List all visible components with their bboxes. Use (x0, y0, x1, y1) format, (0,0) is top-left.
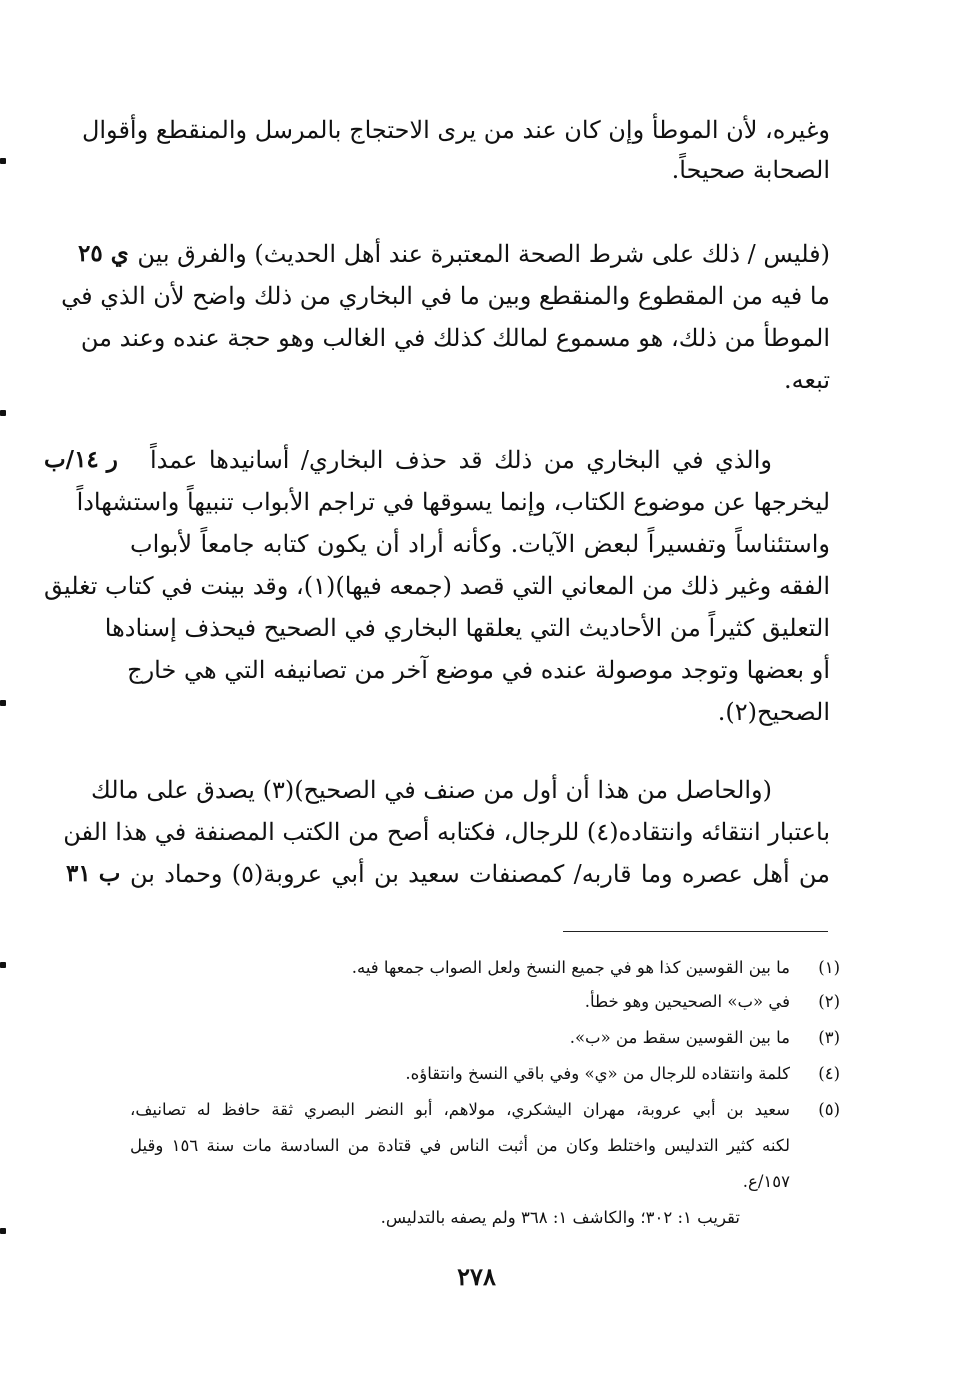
text-line: من أهل عصره وما قاربه/ كمصنفات سعيد بن أبي عروبة(٥) وحماد بن (130, 860, 831, 888)
text-line: أو بعضها وتوجد موصولة عنده في موضع آخر من تصانيفه التي هي خارج (127, 656, 830, 684)
text-line: (فليس / ذلك على شرط الصحة المعتبرة عند أهل الحديث) والفرق بين (137, 240, 830, 268)
footnote-text: لكنه كثير التدليس واختلط وكان من أثبت الناس في قتادة من السادسة مات سنة ١٥٦ وقيل (130, 1136, 791, 1155)
text-line: الفقه وغير ذلك من المعاني التي قصد (جمعه فيها)(١)، وقد بينت في كتاب تغليق (43, 572, 830, 600)
footnote-number: (٢) (818, 992, 840, 1011)
footnote-number: (١) (818, 958, 840, 977)
scan-edge-mark (0, 158, 6, 164)
text-line: التعليق كثيراً من الأحاديث التي يعلقها البخاري في الصحيح فيحذف إسنادها (104, 614, 830, 642)
footnote-5-continuation (130, 1170, 840, 1196)
footnote-text: كلمة وانتقاده للرجال من «ي» وفي باقي النسخ وانتقاؤه. (405, 1064, 790, 1083)
text-line: وغيره، لأن الموطأ وإن كان عند من يرى الاحتجاج بالمرسل والمنقطع وأقوال (81, 116, 830, 144)
footnote-separator (563, 931, 828, 932)
footnote-text: ما بين القوسين كذا هو في جميع النسخ ولعل الصواب جمعها فيه. (351, 958, 790, 977)
footnote-1 (130, 956, 840, 982)
footnote-5-continuation (130, 1134, 840, 1160)
text-line: (والحاصل من هذا أن أول من صنف في الصحيح)(٣) يصدق على مالك (91, 776, 772, 804)
text-line: باعتبار انتقائه وانتقاده(٤) للرجال، فكتابه أصح من الكتب المصنفة في هذا الفن (63, 818, 830, 846)
footnote-3 (130, 1026, 840, 1052)
margin-reference: ب ٣١ (66, 860, 121, 887)
scan-edge-mark (0, 410, 6, 416)
footnote-text: في «ب» الصحيحين وهو خطأ. (584, 992, 790, 1011)
text-line: ما فيه من المقطوع والمنقطع وبين ما في البخاري من ذلك واضح لأن الذي في (61, 282, 830, 310)
text-line: تبعه. (784, 366, 830, 394)
scan-edge-mark (0, 700, 6, 706)
footnote-5-reference (130, 1206, 800, 1232)
footnote-number: (٣) (818, 1028, 840, 1047)
footnote-5 (130, 1098, 840, 1124)
scan-edge-mark (0, 1228, 6, 1234)
text-line: الصحابة صحيحاً. (671, 156, 830, 184)
text-line: والذي في البخاري من ذلك قد حذف البخاري/ أسانيدها عمداً (150, 446, 772, 474)
footnote-text: ١٥٧/ع. (742, 1172, 790, 1191)
footnote-number: (٤) (818, 1064, 840, 1083)
footnote-text: تقريب ١: ٣٠٢؛ والكاشف ١: ٣٦٨ ولم يصفه بالتدليس. (380, 1208, 740, 1227)
paragraph-1 (81, 112, 830, 192)
footnote-text: سعيد بن أبي عروبة، مهران اليشكري، مولاهم، أبو النضر البصري ثقة حافظ له تصانيف، (130, 1100, 790, 1119)
page-number: ٢٧٨ (457, 1262, 496, 1291)
text-line: ليخرجها عن موضوع الكتاب، وإنما يسوقها في تراجم الأبواب تنبيهاً واستشهاداً (76, 488, 830, 516)
scan-edge-mark (0, 962, 6, 968)
text-line: الصحيح(٢). (717, 698, 830, 726)
footnote-text: ما بين القوسين سقط من «ب». (569, 1028, 790, 1047)
footnote-number: (٥) (818, 1100, 840, 1119)
text-line: الموطأ من ذلك، هو مسموع لمالك كذلك في الغالب وهو حجة عنده وعند من (80, 324, 830, 352)
margin-reference: ر ١٤/ب (44, 446, 118, 473)
footnote-4 (130, 1062, 840, 1088)
text-line: واستئناساً وتفسيراً لبعض الآيات. وكأنه أراد أن يكون كتابه جامعاً لأبواب (130, 530, 830, 558)
footnote-2 (130, 990, 840, 1016)
margin-reference: ي ٢٥ (78, 240, 129, 267)
